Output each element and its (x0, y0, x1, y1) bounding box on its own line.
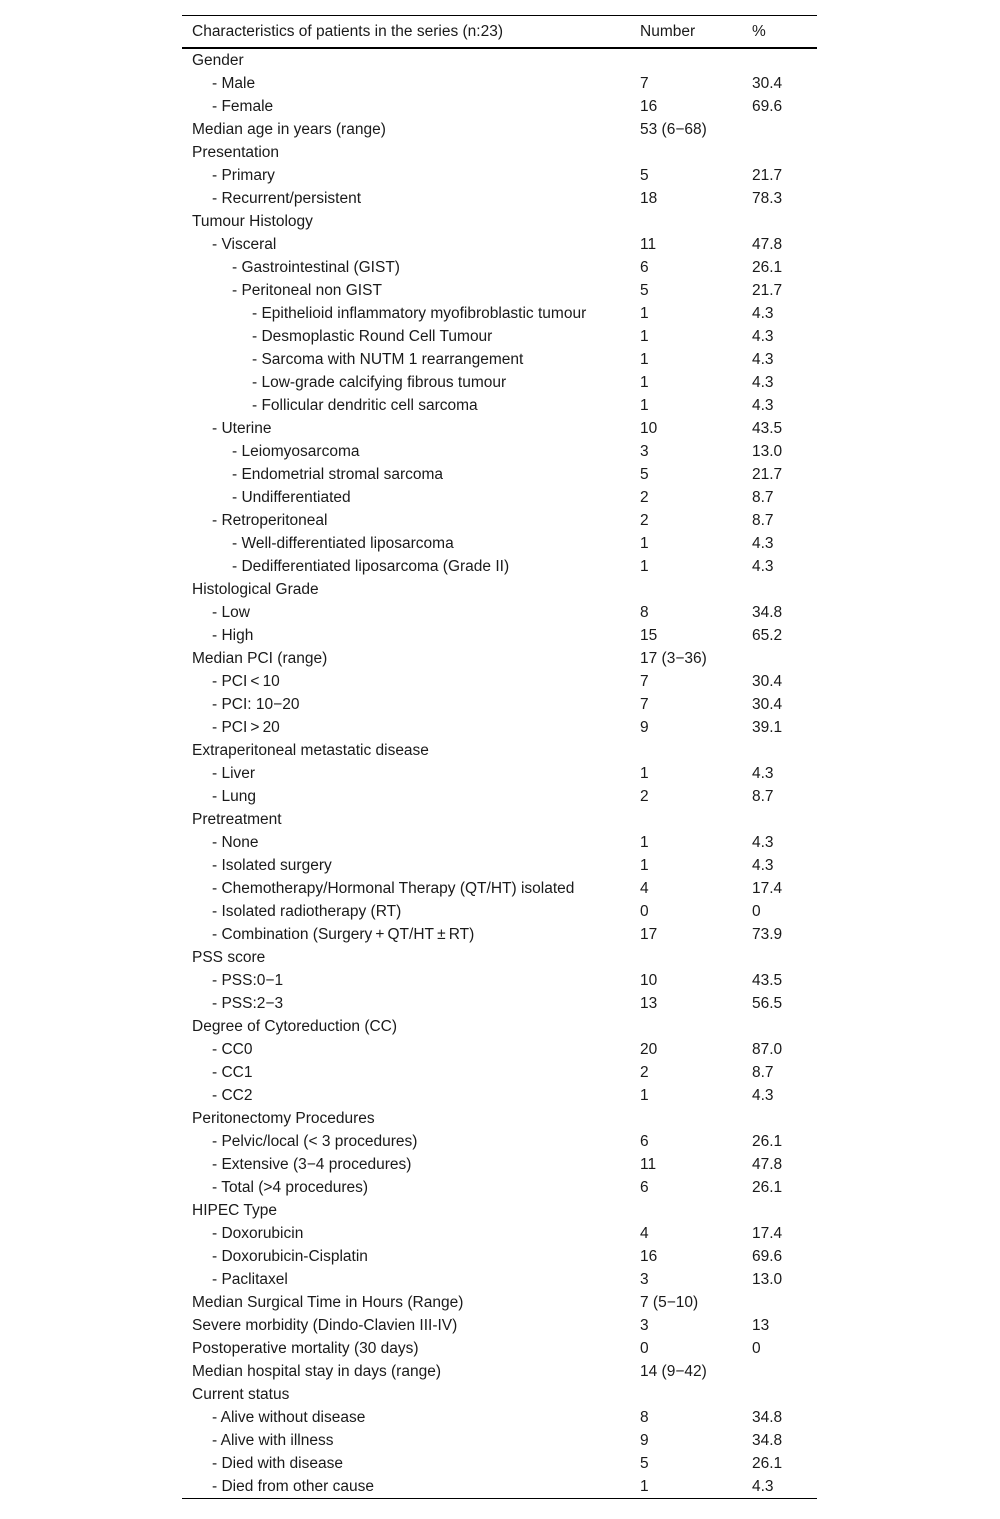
row-number-value: 1 (630, 1475, 742, 1499)
row-percent-value: 4.3 (752, 558, 774, 575)
table-row (182, 1222, 817, 1245)
table-row (182, 509, 817, 532)
row-category-label: Median hospital stay in days (range) (192, 1363, 441, 1380)
row-number-value: 5 (640, 282, 649, 299)
table-row (182, 808, 817, 831)
table-row (182, 1015, 817, 1038)
row-percent-value: 4.3 (752, 857, 774, 874)
table-row (182, 348, 817, 371)
row-number-value: 1 (640, 765, 649, 782)
row-percent-value: 87.0 (752, 1041, 783, 1058)
row-subitem-label: - Total (>4 procedures) (212, 1179, 369, 1196)
row-percent-value: 8.7 (752, 1064, 774, 1081)
row-subitem-label: - Primary (212, 167, 275, 184)
row-category-label: Postoperative mortality (30 days) (192, 1340, 419, 1357)
row-number-value (630, 808, 742, 831)
row-number-value: 1 (640, 1087, 649, 1104)
row-number-value: 6 (640, 1133, 649, 1150)
table-row (182, 486, 817, 509)
row-number-value: 2 (640, 489, 649, 506)
row-subitem-label: - Dedifferentiated liposarcoma (Grade II) (232, 558, 510, 575)
row-subitem-label: - Male (212, 75, 256, 92)
table-row (182, 900, 817, 923)
table-row (182, 1429, 817, 1452)
row-number-value: 7 (640, 696, 649, 713)
row-percent-value (742, 647, 817, 670)
row-subitem-label: - Isolated radiotherapy (RT) (212, 903, 402, 920)
row-number-value: 1 (640, 305, 649, 322)
row-percent-value: 4.3 (752, 834, 774, 851)
table-row (182, 555, 817, 578)
table-row (182, 1107, 817, 1130)
row-percent-value: 0 (752, 903, 761, 920)
row-number-value: 16 (640, 1248, 658, 1265)
row-subitem-label: - Well-differentiated liposarcoma (232, 535, 454, 552)
row-subitem-label: - PSS:0−1 (212, 972, 284, 989)
table-row (182, 831, 817, 854)
row-subitem-label: - Low-grade calcifying fibrous tumour (252, 374, 507, 391)
row-subitem-label: - Uterine (212, 420, 272, 437)
row-category-label: Gender (192, 52, 244, 69)
row-percent-value: 4.3 (752, 305, 774, 322)
row-number-value: 1 (640, 857, 649, 874)
row-subitem-label: - Chemotherapy/Hormonal Therapy (QT/HT) isolated (212, 880, 575, 897)
row-number-value: 5 (640, 466, 649, 483)
row-number-value: 11 (640, 1156, 657, 1173)
table-row (182, 693, 817, 716)
row-percent-value: 26.1 (752, 1133, 783, 1150)
row-subitem-label: - Low (212, 604, 250, 621)
table-row (182, 95, 817, 118)
row-subitem-label: - PCI: 10−20 (212, 696, 300, 713)
row-subitem-label: - CC2 (212, 1087, 253, 1104)
row-number-value: 7 (640, 75, 649, 92)
row-number-value: 1 (640, 535, 649, 552)
row-subitem-label: - CC1 (212, 1064, 253, 1081)
row-percent-value (742, 210, 817, 233)
row-percent-value (742, 946, 817, 969)
row-number-value: 14 (9−42) (640, 1363, 707, 1380)
row-subitem-label: - Recurrent/persistent (212, 190, 362, 207)
row-percent-value: 47.8 (752, 236, 783, 253)
table-row (182, 48, 817, 72)
row-percent-value: 73.9 (752, 926, 783, 943)
row-number-value: 6 (640, 1179, 649, 1196)
table-row (182, 1061, 817, 1084)
row-percent-value (742, 1291, 817, 1314)
row-subitem-label: - Undifferentiated (232, 489, 351, 506)
table-row (182, 371, 817, 394)
row-category-label: PSS score (192, 949, 266, 966)
row-percent-value: 8.7 (752, 489, 774, 506)
row-percent-value: 26.1 (752, 259, 783, 276)
row-subitem-label: - Extensive (3−4 procedures) (212, 1156, 412, 1173)
row-number-value: 1 (640, 397, 649, 414)
row-number-value: 7 (640, 673, 649, 690)
table-row (182, 325, 817, 348)
table-row (182, 1130, 817, 1153)
table-row (182, 854, 817, 877)
row-percent-value (742, 808, 817, 831)
table-row (182, 1406, 817, 1429)
row-number-value: 1 (640, 374, 649, 391)
table-row (182, 118, 817, 141)
row-subitem-label: - Doxorubicin-Cisplatin (212, 1248, 368, 1265)
row-number-value: 1 (640, 351, 649, 368)
row-percent-value: 47.8 (752, 1156, 783, 1173)
row-subitem-label: - Died from other cause (182, 1475, 630, 1499)
row-subitem-label: - Epithelioid inflammatory myofibroblastic tumour (252, 305, 587, 322)
table-row (182, 969, 817, 992)
row-percent-value (742, 1360, 817, 1383)
row-percent-value: 8.7 (752, 512, 774, 529)
row-percent-value: 34.8 (752, 1432, 783, 1449)
row-percent-value: 0 (752, 1340, 761, 1357)
row-number-value (630, 141, 742, 164)
row-subitem-label: - Peritoneal non GIST (232, 282, 382, 299)
table-row (182, 1383, 817, 1406)
row-percent-value: 56.5 (752, 995, 783, 1012)
table-row (182, 1038, 817, 1061)
row-subitem-label: - Pelvic/local (< 3 procedures) (212, 1133, 418, 1150)
table-row (182, 279, 817, 302)
row-subitem-label: - Desmoplastic Round Cell Tumour (252, 328, 493, 345)
row-percent-value: 69.6 (752, 98, 783, 115)
row-subitem-label: - Gastrointestinal (GIST) (232, 259, 400, 276)
row-subitem-label: - Endometrial stromal sarcoma (232, 466, 444, 483)
row-number-value: 11 (640, 236, 657, 253)
row-category-label: Tumour Histology (192, 213, 313, 230)
row-percent-value: 4.3 (752, 374, 774, 391)
row-percent-value: 34.8 (752, 604, 783, 621)
row-number-value: 10 (640, 420, 658, 437)
row-number-value: 18 (640, 190, 658, 207)
row-percent-value: 4.3 (752, 328, 774, 345)
row-percent-value: 34.8 (752, 1409, 783, 1426)
table-row (182, 647, 817, 670)
row-percent-value: 4.3 (752, 351, 774, 368)
table-row (182, 992, 817, 1015)
row-percent-value: 8.7 (752, 788, 774, 805)
row-number-value: 0 (640, 1340, 649, 1357)
row-subitem-label: - High (212, 627, 254, 644)
table-row (182, 394, 817, 417)
row-subitem-label: - Paclitaxel (212, 1271, 288, 1288)
row-number-value: 1 (640, 328, 649, 345)
row-category-label: Median Surgical Time in Hours (Range) (192, 1294, 464, 1311)
row-number-value: 1 (640, 834, 649, 851)
row-percent-value: 13.0 (752, 1271, 783, 1288)
row-subitem-label: - Female (212, 98, 274, 115)
table-row (182, 716, 817, 739)
row-category-label: Severe morbidity (Dindo-Clavien III-IV) (192, 1317, 458, 1334)
table-row (182, 233, 817, 256)
row-subitem-label: - Liver (212, 765, 256, 782)
row-number-value: 5 (640, 1455, 649, 1472)
table-row (182, 1337, 817, 1360)
table-row (182, 302, 817, 325)
row-number-value: 1 (640, 558, 649, 575)
table-row (182, 578, 817, 601)
row-percent-value (742, 48, 817, 72)
row-category-label: Current status (192, 1386, 290, 1403)
row-subitem-label: - Visceral (212, 236, 277, 253)
row-percent-value: 43.5 (752, 420, 783, 437)
table-row (182, 624, 817, 647)
row-percent-value: 30.4 (752, 696, 783, 713)
row-number-value: 2 (640, 1064, 649, 1081)
row-percent-value: 4.3 (752, 535, 774, 552)
row-category-label: Histological Grade (192, 581, 319, 598)
row-percent-value (742, 578, 817, 601)
table-row (182, 164, 817, 187)
row-percent-value: 26.1 (752, 1455, 783, 1472)
row-percent-value: 78.3 (752, 190, 783, 207)
row-number-value: 53 (6−68) (640, 121, 707, 138)
row-number-value (630, 946, 742, 969)
table-row (182, 923, 817, 946)
table-row (182, 1291, 817, 1314)
row-number-value (630, 578, 742, 601)
row-subitem-label: - Retroperitoneal (212, 512, 328, 529)
row-subitem-label: - Alive without disease (212, 1409, 366, 1426)
row-percent-value: 4.3 (752, 397, 774, 414)
row-number-value (630, 48, 742, 72)
row-number-value: 0 (640, 903, 649, 920)
table-row (182, 141, 817, 164)
row-category-label: Presentation (192, 144, 280, 161)
row-percent-value: 4.3 (742, 1475, 817, 1499)
table-row (182, 739, 817, 762)
row-percent-value: 17.4 (752, 1225, 783, 1242)
table-row (182, 72, 817, 95)
row-subitem-label: - Combination (Surgery + QT/HT ± RT) (212, 926, 475, 943)
row-subitem-label: - Leiomyosarcoma (232, 443, 360, 460)
table-header (182, 16, 817, 49)
row-subitem-label: - PCI > 20 (212, 719, 280, 736)
header-row (182, 16, 817, 49)
row-percent-value: 4.3 (752, 1087, 774, 1104)
row-percent-value (742, 118, 817, 141)
row-subitem-label: - Follicular dendritic cell sarcoma (252, 397, 478, 414)
row-number-value: 13 (640, 995, 658, 1012)
row-percent-value: 43.5 (752, 972, 783, 989)
row-subitem-label: - Alive with illness (212, 1432, 334, 1449)
table-row (182, 210, 817, 233)
header-characteristics: Characteristics of patients in the series (n:23) (182, 16, 630, 49)
table-row (182, 1199, 817, 1222)
table-row (182, 417, 817, 440)
row-category-label: Median age in years (range) (192, 121, 386, 138)
row-percent-value: 21.7 (752, 167, 783, 184)
row-number-value (630, 210, 742, 233)
table-row (182, 256, 817, 279)
row-number-value: 6 (640, 259, 649, 276)
table-row (182, 440, 817, 463)
row-subitem-label: - Isolated surgery (212, 857, 332, 874)
row-number-value: 4 (640, 880, 649, 897)
row-number-value: 3 (640, 1317, 649, 1334)
patient-characteristics-table (182, 15, 817, 1499)
row-subitem-label: - PCI < 10 (212, 673, 280, 690)
row-percent-value (742, 1107, 817, 1130)
table-row (182, 1268, 817, 1291)
row-subitem-label: - None (212, 834, 259, 851)
row-number-value: 17 (640, 926, 658, 943)
row-percent-value: 30.4 (752, 75, 783, 92)
row-percent-value (742, 1015, 817, 1038)
table-row (182, 670, 817, 693)
row-percent-value: 39.1 (752, 719, 783, 736)
row-percent-value: 30.4 (752, 673, 783, 690)
row-category-label: Extraperitoneal metastatic disease (192, 742, 429, 759)
row-number-value: 16 (640, 98, 658, 115)
row-number-value (630, 739, 742, 762)
row-percent-value (742, 1199, 817, 1222)
row-category-label: Pretreatment (192, 811, 282, 828)
row-number-value: 17 (3−36) (640, 650, 707, 667)
row-number-value: 7 (5−10) (640, 1294, 699, 1311)
row-number-value (630, 1107, 742, 1130)
header-percent: % (742, 16, 817, 49)
row-number-value (630, 1383, 742, 1406)
row-percent-value: 4.3 (752, 765, 774, 782)
row-percent-value: 21.7 (752, 282, 783, 299)
row-percent-value: 65.2 (752, 627, 783, 644)
table-row (182, 1360, 817, 1383)
row-category-label: Degree of Cytoreduction (CC) (192, 1018, 398, 1035)
row-subitem-label: - Lung (212, 788, 256, 805)
table-row (182, 877, 817, 900)
header-number: Number (630, 16, 742, 49)
row-number-value: 15 (640, 627, 658, 644)
row-number-value (630, 1015, 742, 1038)
table-row (182, 785, 817, 808)
row-number-value: 9 (640, 719, 649, 736)
row-percent-value (742, 141, 817, 164)
patient-characteristics-table-container (182, 15, 817, 1499)
table-body (182, 48, 817, 1499)
row-subitem-label: - Died with disease (212, 1455, 343, 1472)
table-row (182, 1245, 817, 1268)
row-percent-value: 13 (752, 1317, 770, 1334)
row-number-value: 10 (640, 972, 658, 989)
table-row (182, 1176, 817, 1199)
row-subitem-label: - PSS:2−3 (212, 995, 284, 1012)
table-row (182, 946, 817, 969)
row-number-value: 4 (640, 1225, 649, 1242)
row-number-value: 3 (640, 1271, 649, 1288)
row-number-value: 8 (640, 604, 649, 621)
table-row (182, 762, 817, 785)
row-percent-value (742, 1383, 817, 1406)
table-row (182, 532, 817, 555)
row-percent-value: 13.0 (752, 443, 783, 460)
row-number-value: 3 (640, 443, 649, 460)
table-row (182, 601, 817, 624)
table-row (182, 1314, 817, 1337)
row-category-label: Peritonectomy Procedures (192, 1110, 375, 1127)
table-row (182, 1153, 817, 1176)
row-percent-value: 17.4 (752, 880, 783, 897)
row-percent-value: 69.6 (752, 1248, 783, 1265)
table-row (182, 1084, 817, 1107)
row-category-label: HIPEC Type (192, 1202, 278, 1219)
table-row (182, 1475, 817, 1499)
row-subitem-label: - Doxorubicin (212, 1225, 304, 1242)
row-number-value: 9 (640, 1432, 649, 1449)
row-percent-value: 21.7 (752, 466, 783, 483)
row-number-value: 2 (640, 788, 649, 805)
table-row (182, 187, 817, 210)
row-subitem-label: - Sarcoma with NUTM 1 rearrangement (252, 351, 524, 368)
row-number-value: 20 (640, 1041, 658, 1058)
row-number-value (630, 1199, 742, 1222)
row-number-value: 8 (640, 1409, 649, 1426)
table-row (182, 463, 817, 486)
row-percent-value: 26.1 (752, 1179, 783, 1196)
row-number-value: 5 (640, 167, 649, 184)
row-number-value: 2 (640, 512, 649, 529)
row-percent-value (742, 739, 817, 762)
row-category-label: Median PCI (range) (192, 650, 328, 667)
row-subitem-label: - CC0 (212, 1041, 253, 1058)
table-row (182, 1452, 817, 1475)
